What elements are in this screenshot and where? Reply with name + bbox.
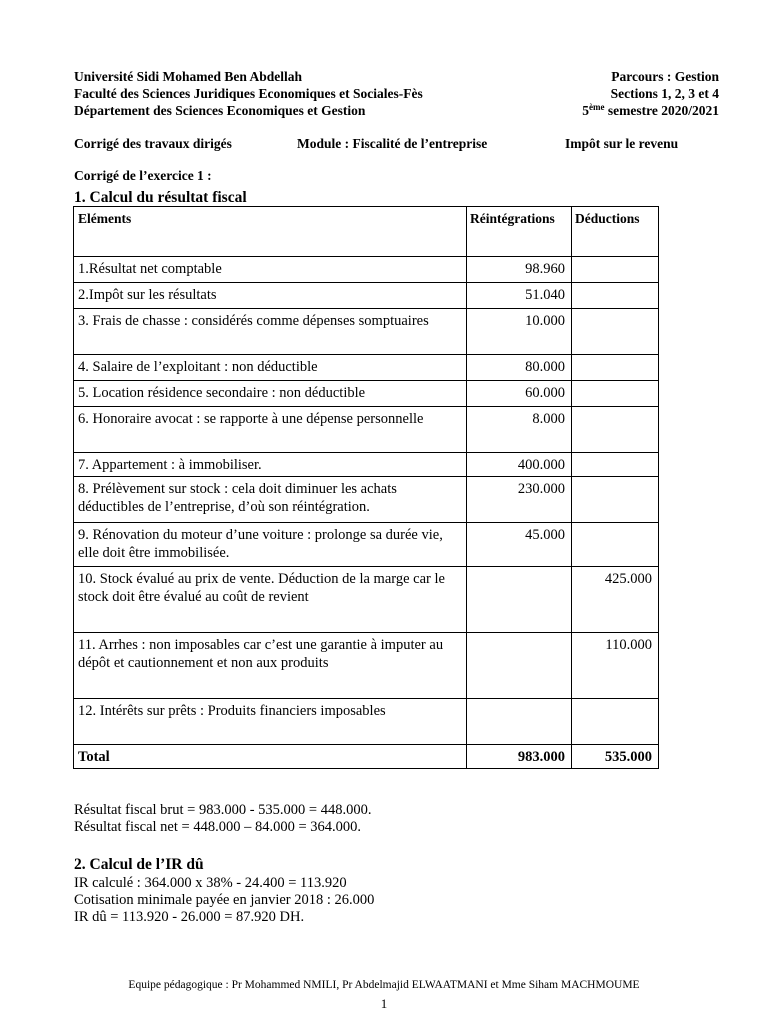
row-reintegration	[467, 633, 572, 699]
row-element: 8. Prélèvement sur stock : cela doit diminuer les achats déductibles de l’entreprise, d’où son réintégration.	[74, 477, 467, 523]
total-deductions: 535.000	[572, 745, 659, 769]
row-deduction	[572, 309, 659, 355]
semester-superscript: ème	[589, 102, 605, 112]
row-deduction	[572, 381, 659, 407]
row-element: 9. Rénovation du moteur d’une voiture : prolonge sa durée vie, elle doit être immobilisée.	[74, 523, 467, 567]
total-label: Total	[74, 745, 467, 769]
section-1-title: 1. Calcul du résultat fiscal	[74, 189, 247, 206]
row-reintegration: 80.000	[467, 355, 572, 381]
table-row	[74, 381, 659, 407]
row-deduction	[572, 477, 659, 523]
total-row	[74, 745, 659, 769]
row-deduction	[572, 283, 659, 309]
row-reintegration: 400.000	[467, 453, 572, 477]
table-row	[74, 523, 659, 567]
table-row	[74, 453, 659, 477]
table-row	[74, 407, 659, 453]
semester-label	[582, 102, 719, 119]
fiscal-results	[74, 802, 371, 836]
row-element: 7. Appartement : à immobiliser.	[74, 453, 467, 477]
row-deduction: 425.000	[572, 567, 659, 633]
footer-team: Equipe pédagogique : Pr Mohammed NMILI, Pr Abdelmajid ELWAATMANI et Mme Siham MACHMOUME	[128, 979, 640, 991]
row-element: 5. Location résidence secondaire : non déductible	[74, 381, 467, 407]
row-element: 6. Honoraire avocat : se rapporte à une dépense personnelle	[74, 407, 467, 453]
row-element: 11. Arrhes : non imposables car c’est une garantie à imputer au dépôt et cautionnement et non aux produits	[74, 633, 467, 699]
row-deduction	[572, 257, 659, 283]
table-row	[74, 567, 659, 633]
total-reintegrations: 983.000	[467, 745, 572, 769]
exercise-title: Corrigé de l’exercice 1 :	[74, 168, 212, 183]
row-reintegration: 8.000	[467, 407, 572, 453]
row-reintegration: 98.960	[467, 257, 572, 283]
faculty-name: Faculté des Sciences Juridiques Economiques et Sociales-Fès	[74, 86, 423, 101]
table-row	[74, 283, 659, 309]
header-elements: Eléments	[74, 207, 467, 257]
university-name: Université Sidi Mohamed Ben Abdellah	[74, 69, 303, 84]
row-deduction	[572, 407, 659, 453]
row-reintegration	[467, 567, 572, 633]
ir-calcule-line: IR calculé : 364.000 x 38% - 24.400 = 113.920	[74, 875, 347, 891]
ir-calculation	[74, 875, 374, 926]
department-name: Département des Sciences Economiques et Gestion	[74, 103, 366, 118]
header-reintegrations: Réintégrations	[467, 207, 572, 257]
row-deduction	[572, 355, 659, 381]
section-2-title: 2. Calcul de l’IR dû	[74, 856, 204, 873]
resultat-net-line: Résultat fiscal net = 448.000 – 84.000 = 364.000.	[74, 819, 361, 835]
row-reintegration: 10.000	[467, 309, 572, 355]
page-number: 1	[380, 996, 388, 1011]
row-deduction	[572, 453, 659, 477]
row-reintegration: 45.000	[467, 523, 572, 567]
impot-label: Impôt sur le revenu	[565, 136, 679, 151]
row-deduction: 110.000	[572, 633, 659, 699]
resultat-brut-line: Résultat fiscal brut = 983.000 - 535.000 = 448.000.	[74, 802, 372, 818]
row-element: 1.Résultat net comptable	[74, 257, 467, 283]
table-row	[74, 633, 659, 699]
ir-du-line: IR dû = 113.920 - 26.000 = 87.920 DH.	[74, 909, 305, 925]
table-header-row	[74, 207, 659, 257]
row-deduction	[572, 699, 659, 745]
fiscal-result-table	[73, 206, 659, 769]
row-element: 2.Impôt sur les résultats	[74, 283, 467, 309]
parcours-label: Parcours : Gestion	[611, 69, 719, 84]
table-row	[74, 477, 659, 523]
document-header	[74, 68, 719, 119]
semester-number: 5	[582, 103, 590, 118]
table-row	[74, 355, 659, 381]
table-row	[74, 257, 659, 283]
row-reintegration	[467, 699, 572, 745]
row-element: 10. Stock évalué au prix de vente. Déduction de la marge car le stock doit être évalué au coût de revient	[74, 567, 467, 633]
table-row	[74, 699, 659, 745]
module-label: Module : Fiscalité de l’entreprise	[297, 136, 488, 151]
row-element: 12. Intérêts sur prêts : Produits financiers imposables	[74, 699, 467, 745]
sections-label: Sections 1, 2, 3 et 4	[610, 86, 719, 101]
row-deduction	[572, 523, 659, 567]
row-element: 4. Salaire de l’exploitant : non déductible	[74, 355, 467, 381]
header-deductions: Déductions	[572, 207, 659, 257]
table-row	[74, 309, 659, 355]
cotisation-line: Cotisation minimale payée en janvier 2018 : 26.000	[74, 892, 375, 908]
row-element: 3. Frais de chasse : considérés comme dépenses somptuaires	[74, 309, 467, 355]
row-reintegration: 60.000	[467, 381, 572, 407]
row-reintegration: 230.000	[467, 477, 572, 523]
corrige-label: Corrigé des travaux dirigés	[74, 136, 232, 151]
row-reintegration: 51.040	[467, 283, 572, 309]
semester-text: semestre 2020/2021	[604, 103, 719, 118]
